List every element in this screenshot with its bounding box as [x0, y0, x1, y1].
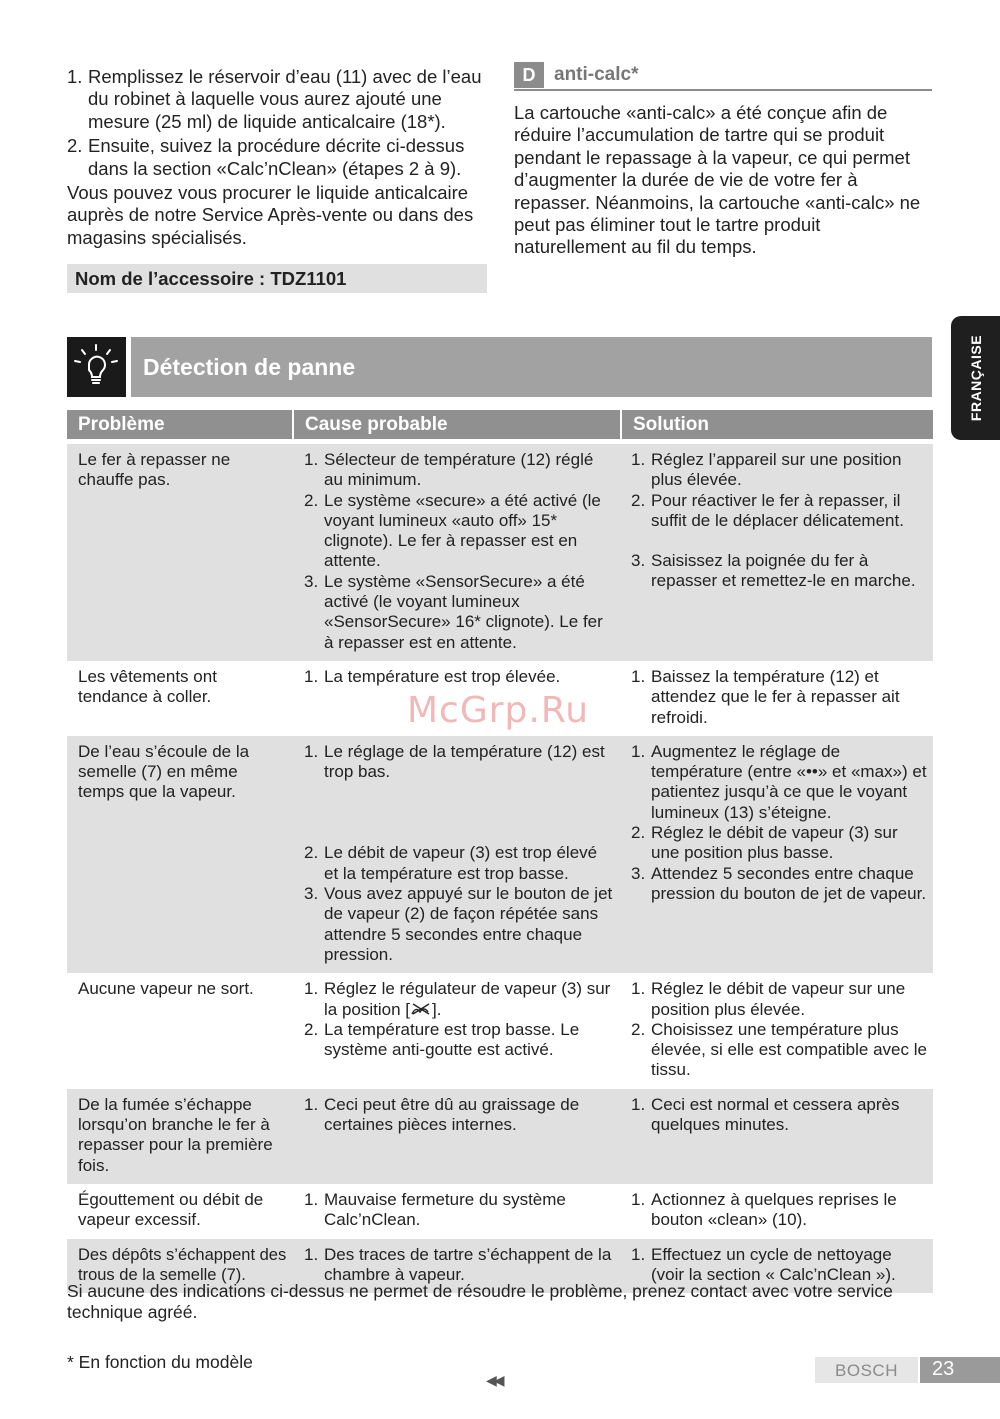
page-number-box — [920, 1357, 1000, 1383]
problem-cell: Aucune vapeur ne sort. — [78, 979, 254, 999]
section-d-body: La cartouche «anti-calc» a été conçue afin de réduire l’accumulation de tartre qui se produit pendant le repassage à la vapeur, ce qui permet d’augmenter la durée de vie de votre fer à repasser. Néanmoins, la cartouche «anti-calc» ne peut pas éliminer tout le tartre produit naturellement au fil du temps. — [514, 102, 921, 258]
solution-cell: 1. Augmentez le réglage de température (entre «••» et «max») et patientez jusqu’à ce que le voyant lumineux (13) s’éteigne. 2. Réglez le débit de vapeur (3) sur une position plus basse. 3. Attendez 5 secondes entre chaque pression du bouton de jet de vapeur. — [631, 741, 927, 903]
solution-text: Ceci est normal et cessera après quelques minutes. — [651, 1094, 900, 1135]
accessory-bar — [67, 264, 487, 293]
table-row — [67, 973, 933, 1088]
anti-drip-icon — [410, 1000, 432, 1019]
table-row — [67, 736, 933, 973]
cause-cell: 1. Des traces de tartre s’échappent de la chambre à vapeur. — [304, 1244, 612, 1284]
cause-text: Vous avez appuyé sur le bouton de jet de vapeur (2) de façon répétée sans attendre 5 secondes entre chaque pression. — [324, 884, 613, 964]
lightbulb-icon — [67, 337, 126, 397]
section-d-letter: D — [514, 62, 544, 88]
purchase-paragraph: Vous pouvez vous procurer le liquide anticalcaire auprès de notre Service Après-vente ou dans des magasins spécialisés. — [67, 182, 474, 248]
cause-cell: 1. Mauvaise fermeture du système Calc’nClean. — [304, 1189, 566, 1230]
solution-text: Effectuez un cycle de nettoyage (voir la section « Calc’nClean »). — [651, 1244, 896, 1284]
cause-cell: 1. Sélecteur de température (12) réglé au minimum. 2. Le système «secure» a été activé (le voyant lumineux «auto off» 15* clignote). Le fer à repasser est en attente. 3. Le système «SensorSecure» a été activé (le voyant lumineux «SensorSecure» 16* clignote). Le fer à repasser est en attente. — [304, 450, 603, 652]
table-row — [67, 444, 933, 661]
header-cause: Cause probable — [294, 410, 620, 439]
cause-suffix: ]. — [432, 999, 442, 1019]
language-tab — [951, 316, 1000, 440]
cause-text: Le système «SensorSecure» a été activé (le voyant lumineux «SensorSecure» 16* clignote). Le fer à repasser est en attente. — [324, 571, 603, 652]
solution-cell: 1. Réglez l’appareil sur une position plus élevée. 2. Pour réactiver le fer à repasser, il suffit de le déplacer délicatement. 3. Saisissez la poignée du fer à repasser et remettez-le en marche. — [631, 450, 916, 591]
problem-cell: Le fer à repasser ne chauffe pas. — [78, 450, 231, 490]
cause-text: Le débit de vapeur (3) est trop élevé et la température est trop basse. — [324, 843, 598, 883]
problem-cell: Des dépôts s’échappent des trous de la semelle (7). — [78, 1245, 287, 1284]
service-note: Si aucune des indications ci-dessus ne permet de résoudre le problème, prenez contact avec votre service technique agréé. — [67, 1281, 893, 1322]
solution-text: Choisissez une température plus élevée, si elle est compatible avec le tissu. — [651, 1019, 927, 1080]
solution-text: Réglez le débit de vapeur sur une position plus élevée. — [651, 979, 906, 1019]
brand-box — [815, 1357, 918, 1383]
troubleshooting-table — [67, 410, 933, 1293]
table-header-row — [67, 410, 933, 439]
cause-cell: 1. La température est trop élevée. — [304, 666, 561, 686]
cause-text: Ceci peut être dû au graissage de certaines pièces internes. — [324, 1094, 580, 1135]
refill-instructions — [67, 66, 487, 249]
cause-text: Des traces de tartre s’échappent de la chambre à vapeur. — [324, 1244, 612, 1284]
cause-cell: 1. Le réglage de la température (12) est trop bas. 2. Le débit de vapeur (3) est trop élevé et la température est trop basse. 3. Vous avez appuyé sur le bouton de jet de vapeur (2) de façon répétée sans attendre 5 secondes entre chaque pression. — [304, 741, 613, 964]
solution-cell: 1. Ceci est normal et cessera après quelques minutes. — [631, 1094, 900, 1135]
section-header-bar — [131, 337, 932, 397]
solution-text: Baissez la température (12) et attendez que le fer à repasser ait refroidi. — [651, 666, 900, 727]
solution-text: Augmentez le réglage de température (entre «••» et «max») et patientez jusqu’à ce que le voyant lumineux (13) s’éteigne. — [651, 741, 927, 822]
problem-cell: De la fumée s’échappe lorsqu’on branche le fer à repasser pour la première fois. — [78, 1094, 273, 1175]
cause-text: Sélecteur de température (12) réglé au minimum. — [324, 450, 594, 490]
table-row — [67, 1089, 933, 1184]
cause-cell: 1. Ceci peut être dû au graissage de certaines pièces internes. — [304, 1094, 580, 1135]
solution-text: Actionnez à quelques reprises le bouton «clean» (10). — [651, 1189, 897, 1230]
nav-back-icon[interactable]: ◀◀ — [486, 1372, 502, 1388]
problem-cell: Égouttement ou débit de vapeur excessif. — [78, 1189, 264, 1230]
cause-text: La température est trop élevée. — [324, 666, 561, 686]
solution-cell: 1. Actionnez à quelques reprises le bouton «clean» (10). — [631, 1189, 897, 1230]
step-item: 1. Remplissez le réservoir d’eau (11) avec de l’eau du robinet à laquelle vous aurez ajouté une mesure (25 ml) de liquide anticalcaire (18*). — [67, 66, 482, 132]
cause-text: Réglez le régulateur de vapeur (3) sur la position [ — [324, 979, 611, 1019]
solution-cell: 1. Baissez la température (12) et attendez que le fer à repasser ait refroidi. — [631, 666, 900, 727]
solution-text: Attendez 5 secondes entre chaque pression du bouton de jet de vapeur. — [651, 863, 927, 903]
step-item: 2. Ensuite, suivez la procédure décrite ci-dessus dans la section «Calc’nClean» (étapes 2 à 9). — [67, 135, 465, 179]
table-row — [67, 1184, 933, 1239]
watermark: McGrp.Ru — [407, 690, 590, 731]
solution-text: Réglez le débit de vapeur (3) sur une position plus basse. — [651, 823, 898, 863]
header-problem: Problème — [67, 410, 292, 439]
brand-label: BOSCH — [835, 1361, 898, 1380]
solution-text: Saisissez la poignée du fer à repasser et remettez-le en marche. — [651, 551, 916, 591]
cause-cell: 1. Réglez le régulateur de vapeur (3) sur la position [ ]. 2. La température est trop basse. Le système anti-goutte est activé. — [304, 979, 611, 1060]
solution-text: Réglez l’appareil sur une position plus élevée. — [651, 450, 902, 490]
accessory-label: Nom de l’accessoire : TDZ1101 — [75, 268, 347, 289]
model-footnote: * En fonction du modèle — [67, 1352, 253, 1372]
section-d-header — [514, 62, 932, 91]
problem-cell: Les vêtements ont tendance à coller. — [78, 666, 217, 707]
solution-text: Pour réactiver le fer à repasser, il suffit de le déplacer délicatement. — [651, 490, 904, 530]
cause-text: La température est trop basse. Le système anti-goutte est activé. — [324, 1019, 580, 1060]
solution-cell: 1. Effectuez un cycle de nettoyage (voir la section « Calc’nClean »). — [631, 1244, 896, 1284]
section-d-title: anti-calc* — [554, 64, 639, 85]
page-number: 23 — [932, 1358, 955, 1380]
cause-text: Le système «secure» a été activé (le voyant lumineux «auto off» 15* clignote). Le fer à repasser est en attente. — [324, 490, 601, 571]
problem-cell: De l’eau s’écoule de la semelle (7) en même temps que la vapeur. — [78, 741, 250, 802]
cause-text: Mauvaise fermeture du système Calc’nClean. — [324, 1189, 566, 1230]
section-title: Détection de panne — [143, 354, 356, 380]
solution-cell: 1. Réglez le débit de vapeur sur une position plus élevée. 2. Choisissez une température plus élevée, si elle est compatible avec le tissu. — [631, 979, 927, 1080]
language-label: FRANÇAISE — [967, 334, 984, 422]
header-solution: Solution — [622, 410, 933, 439]
cause-text: Le réglage de la température (12) est trop bas. — [324, 741, 605, 782]
